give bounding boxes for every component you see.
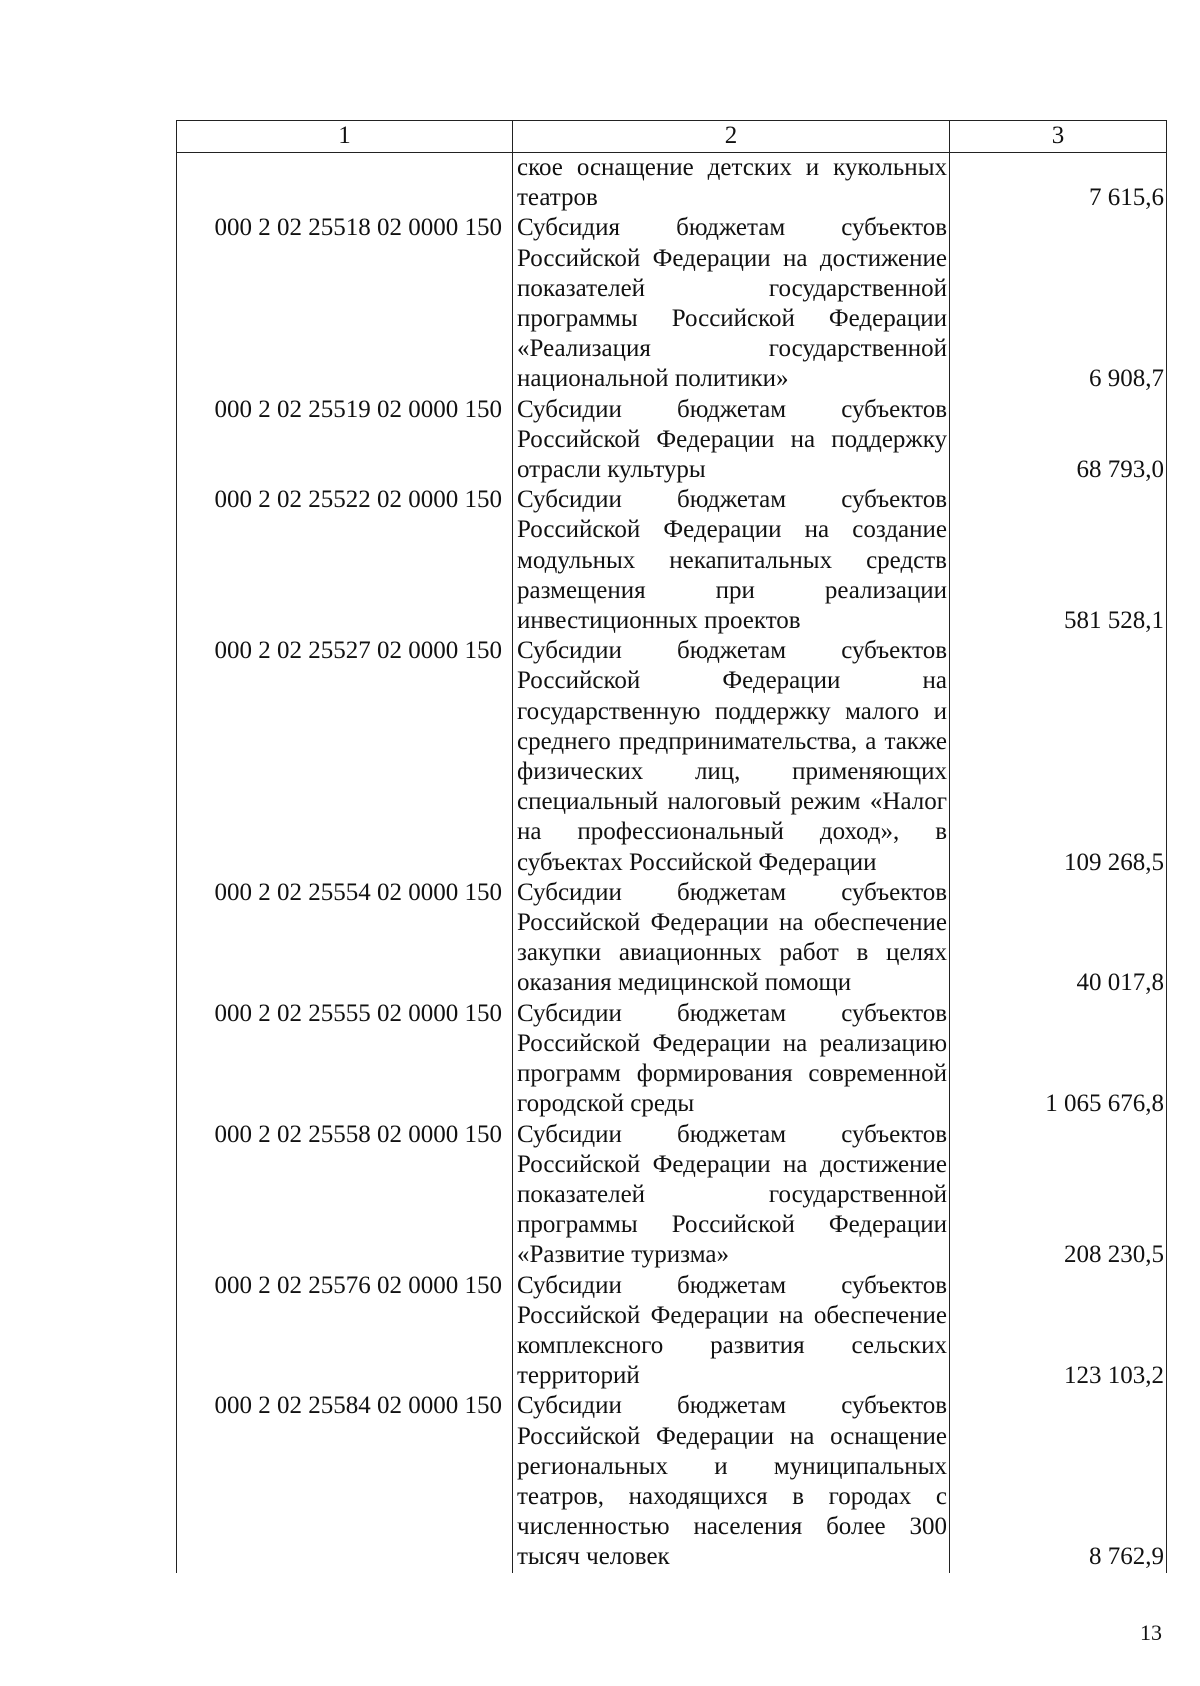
budget-code: 000 2 02 25584 02 0000 150 <box>177 1391 513 1572</box>
budget-table <box>176 120 1167 1573</box>
row-description: Субсидии бюджетам субъектов Российской Федерации на поддержку отрасли культуры <box>513 395 950 486</box>
budget-code <box>177 153 513 214</box>
column-header-1: 1 <box>177 121 513 153</box>
table-row <box>177 878 1167 999</box>
budget-code: 000 2 02 25555 02 0000 150 <box>177 999 513 1120</box>
row-amount: 6 908,7 <box>950 213 1167 394</box>
budget-code: 000 2 02 25554 02 0000 150 <box>177 878 513 999</box>
row-amount: 8 762,9 <box>950 1391 1167 1572</box>
table-row <box>177 153 1167 214</box>
row-amount: 581 528,1 <box>950 485 1167 636</box>
row-amount: 40 017,8 <box>950 878 1167 999</box>
row-description: Субсидии бюджетам субъектов Российской Федерации на обеспечение комплексного развития сельских территорий <box>513 1271 950 1392</box>
table-row <box>177 1271 1167 1392</box>
budget-code: 000 2 02 25519 02 0000 150 <box>177 395 513 486</box>
table-row <box>177 1120 1167 1271</box>
table-row <box>177 636 1167 878</box>
budget-code: 000 2 02 25518 02 0000 150 <box>177 213 513 394</box>
table-row <box>177 999 1167 1120</box>
row-description: Субсидии бюджетам субъектов Российской Федерации на создание модульных некапитальных средств размещения при реализации инвестиционных проектов <box>513 485 950 636</box>
budget-code: 000 2 02 25576 02 0000 150 <box>177 1271 513 1392</box>
budget-code: 000 2 02 25527 02 0000 150 <box>177 636 513 878</box>
column-header-2: 2 <box>513 121 950 153</box>
page-number: 13 <box>1140 1620 1162 1645</box>
column-header-3: 3 <box>950 121 1167 153</box>
row-description: ское оснащение детских и кукольных театров <box>513 153 950 214</box>
row-description: Субсидии бюджетам субъектов Российской Федерации на оснащение региональных и муниципальных театров, находящихся в городах с численностью населения более 300 тысяч человек <box>513 1391 950 1572</box>
table-row <box>177 395 1167 486</box>
row-description: Субсидии бюджетам субъектов Российской Федерации на достижение показателей государственной программы Российской Федерации «Развитие туризма» <box>513 1120 950 1271</box>
table-row <box>177 213 1167 394</box>
row-amount: 109 268,5 <box>950 636 1167 878</box>
row-amount: 123 103,2 <box>950 1271 1167 1392</box>
budget-code: 000 2 02 25558 02 0000 150 <box>177 1120 513 1271</box>
row-description: Субсидии бюджетам субъектов Российской Федерации на реализацию программ формирования современной городской среды <box>513 999 950 1120</box>
budget-code: 000 2 02 25522 02 0000 150 <box>177 485 513 636</box>
row-amount: 1 065 676,8 <box>950 999 1167 1120</box>
header-row <box>177 121 1167 153</box>
table-row <box>177 1391 1167 1572</box>
table-row <box>177 485 1167 636</box>
row-amount: 7 615,6 <box>950 153 1167 214</box>
row-description: Субсидия бюджетам субъектов Российской Федерации на достижение показателей государственной программы Российской Федерации «Реализация государственной национальной политики» <box>513 213 950 394</box>
row-description: Субсидии бюджетам субъектов Российской Федерации на обеспечение закупки авиационных работ в целях оказания медицинской помощи <box>513 878 950 999</box>
row-amount: 208 230,5 <box>950 1120 1167 1271</box>
row-description: Субсидии бюджетам субъектов Российской Федерации на государственную поддержку малого и среднего предпринимательства, а также физических лиц, применяющих специальный налоговый режим «Налог на профессиональный доход», в субъектах Российской Федерации <box>513 636 950 878</box>
row-amount: 68 793,0 <box>950 395 1167 486</box>
